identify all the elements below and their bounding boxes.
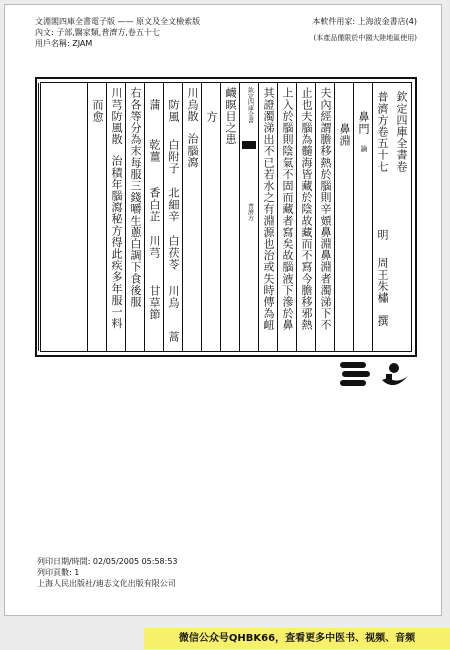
formula-instructions: 右各等分為末每服三錢嚼生蔥白調下食後服 (129, 87, 142, 308)
text-line-2: 止也夫腦為髓海皆藏於陰故藏而不寫今膽移邪熱 (300, 87, 313, 331)
col-author: 周王朱橚 (376, 257, 389, 304)
column-17 (87, 83, 107, 351)
text-line-5: 衊瞑目之患 (224, 87, 237, 145)
ingredient-11: 甘草節 (148, 285, 161, 320)
ingredient-1: 防風 (167, 99, 180, 123)
ingredient-8: 乾薑 (148, 139, 161, 163)
col-discussion: 論 (360, 145, 368, 152)
column-11 (201, 83, 221, 351)
col-compiled: 撰 (376, 315, 389, 327)
page-sheet (4, 4, 442, 616)
marginal-title: 欽定四庫全書 (246, 87, 254, 123)
column-12 (182, 83, 202, 351)
column-10 (220, 83, 240, 351)
column-9-marginal (239, 83, 259, 351)
ingredient-5: 川烏 (167, 285, 180, 309)
fish-tail-mark (242, 141, 256, 149)
header-section: 內文: 子部,醫家類,普濟方,卷五十七 (35, 28, 160, 37)
header-licensee: 本軟件用家: 上海波金書店(4) (312, 17, 417, 26)
publisher-logo (338, 358, 410, 390)
text-line-4: 其證濁涕出不已若水之有淵源也治或失時傳為衄 (262, 87, 275, 331)
column-15 (125, 83, 145, 351)
promo-banner: 微信公众号QHBK66，查看更多中医书、视频、音频 (144, 628, 450, 649)
col-title: 欽定四庫全書卷 (395, 91, 408, 173)
col-section: 鼻門 (357, 111, 370, 135)
column-empty (38, 83, 88, 351)
ingredient-4: 白茯苓 (167, 235, 180, 270)
text-line-1: 夫內經謂膽移熱於腦則辛頞鼻淵鼻淵者濁涕下不 (319, 87, 332, 331)
column-13 (163, 83, 183, 351)
header-user: 用戶名稱: ZJAM (35, 39, 93, 48)
ingredient-7: 蒲 (148, 99, 161, 111)
text-line-3: 上入於腦則陰氣不固而藏者寫矣故腦液下滲於鼻 (281, 87, 294, 331)
column-3 (353, 83, 373, 351)
ingredient-10: 川芎 (148, 235, 161, 259)
marginal-book: 普濟方 (246, 203, 254, 221)
print-date: 列印日期/時間: 02/05/2005 05:58:53 (37, 557, 178, 566)
column-16 (106, 83, 126, 351)
col-formula-heading: 方 (205, 111, 218, 123)
ingredient-9: 香白芷 (148, 187, 161, 222)
ingredient-3: 北細辛 (167, 187, 180, 222)
book-frame (35, 77, 417, 357)
col-subsection: 鼻淵 (338, 123, 351, 147)
column-5 (315, 83, 335, 351)
ingredient-2: 白附子 (167, 139, 180, 174)
print-footer (37, 556, 397, 589)
column-6 (296, 83, 316, 351)
formula-indication-2: 治積年腦瀉秘方得此疾多年服一料 (110, 155, 123, 329)
ingredient-6: 蒿 (167, 331, 180, 343)
footer-publisher: 上海人民出版社/迪志文化出版有限公司 (37, 579, 176, 588)
formula-name-1: 川烏散 (186, 87, 199, 122)
column-4 (334, 83, 354, 351)
book-text-grid (40, 82, 412, 352)
document-header (31, 15, 419, 55)
column-8 (258, 83, 278, 351)
text-line-end: 而愈 (91, 99, 104, 123)
header-region-note: (本產品僅限於中國大陸地區使用) (313, 34, 417, 42)
header-title: 文淵閣四庫全書電子版 —— 原文及全文檢索版 (35, 17, 201, 26)
column-7 (277, 83, 297, 351)
column-14 (144, 83, 164, 351)
formula-indication-1: 治腦瀉 (186, 133, 199, 168)
col-book-volume: 普濟方卷五十七 (376, 91, 389, 173)
column-2 (372, 83, 392, 351)
print-pages: 列印頁數: 1 (37, 568, 80, 577)
formula-name-2: 川芎防風散 (110, 87, 123, 145)
column-1 (392, 83, 411, 351)
col-dynasty: 明 (376, 229, 389, 241)
